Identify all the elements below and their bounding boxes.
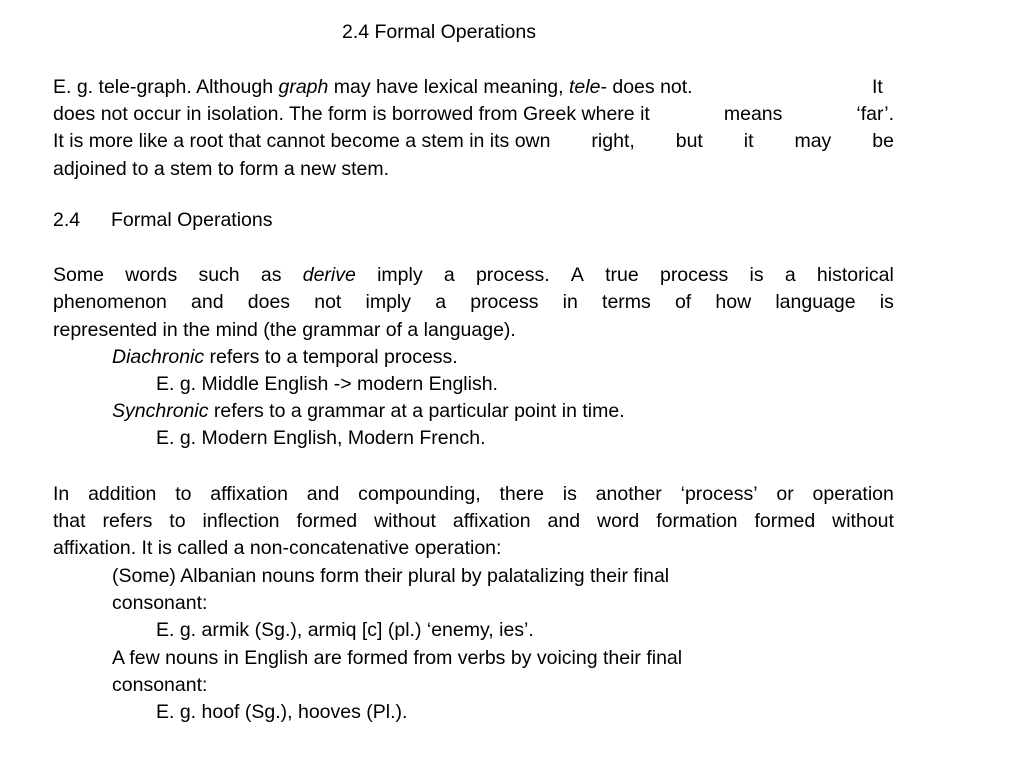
- para1-line2: does not occur in isolation. The form is borrowed from Greek where it means ‘far’.: [53, 103, 894, 125]
- diachronic-definition: Diachronic refers to a temporal process.: [112, 346, 458, 368]
- english-line2: consonant:: [112, 674, 208, 696]
- synchronic-term: Synchronic: [112, 400, 209, 422]
- synchronic-example: E. g. Modern English, Modern French.: [156, 427, 486, 449]
- synchronic-definition: Synchronic refers to a grammar at a particular point in time.: [112, 400, 625, 422]
- albanian-line2: consonant:: [112, 592, 208, 614]
- para3-line1: In addition to affixation and compounding, there is another ‘process’ or operation: [53, 483, 894, 505]
- para1-line4: adjoined to a stem to form a new stem.: [53, 158, 389, 180]
- section-heading-text: Formal Operations: [111, 209, 273, 231]
- albanian-example: E. g. armik (Sg.), armiq [c] (pl.) ‘enemy, ies’.: [156, 619, 534, 641]
- diachronic-term: Diachronic: [112, 346, 205, 368]
- section-heading: [53, 207, 894, 234]
- albanian-line1: (Some) Albanian nouns form their plural by palatalizing their final: [112, 565, 670, 587]
- para1-line3: It is more like a root that cannot become a stem in its own right, but it may be: [53, 130, 894, 152]
- para2-line2: phenomenon and does not imply a process in terms of how language is: [53, 291, 894, 313]
- section-number: 2.4: [53, 209, 81, 231]
- english-example: E. g. hoof (Sg.), hooves (Pl.).: [156, 701, 408, 723]
- diachronic-example: E. g. Middle English -> modern English.: [156, 373, 498, 395]
- para3-line2: that refers to inflection formed without affixation and word formation formed without: [53, 510, 894, 532]
- para2-line3: represented in the mind (the grammar of a language).: [53, 319, 516, 341]
- para3-line3: affixation. It is called a non-concatenative operation:: [53, 537, 502, 559]
- page-title: 2.4 Formal Operations: [342, 21, 537, 43]
- english-line1: A few nouns in English are formed from verbs by voicing their final: [112, 647, 683, 669]
- para1-line1: E. g. tele-graph. Although graph may have lexical meaning, tele- does not. It: [53, 76, 883, 98]
- para2-line1: Some words such as derive imply a process. A true process is a historical: [53, 264, 894, 286]
